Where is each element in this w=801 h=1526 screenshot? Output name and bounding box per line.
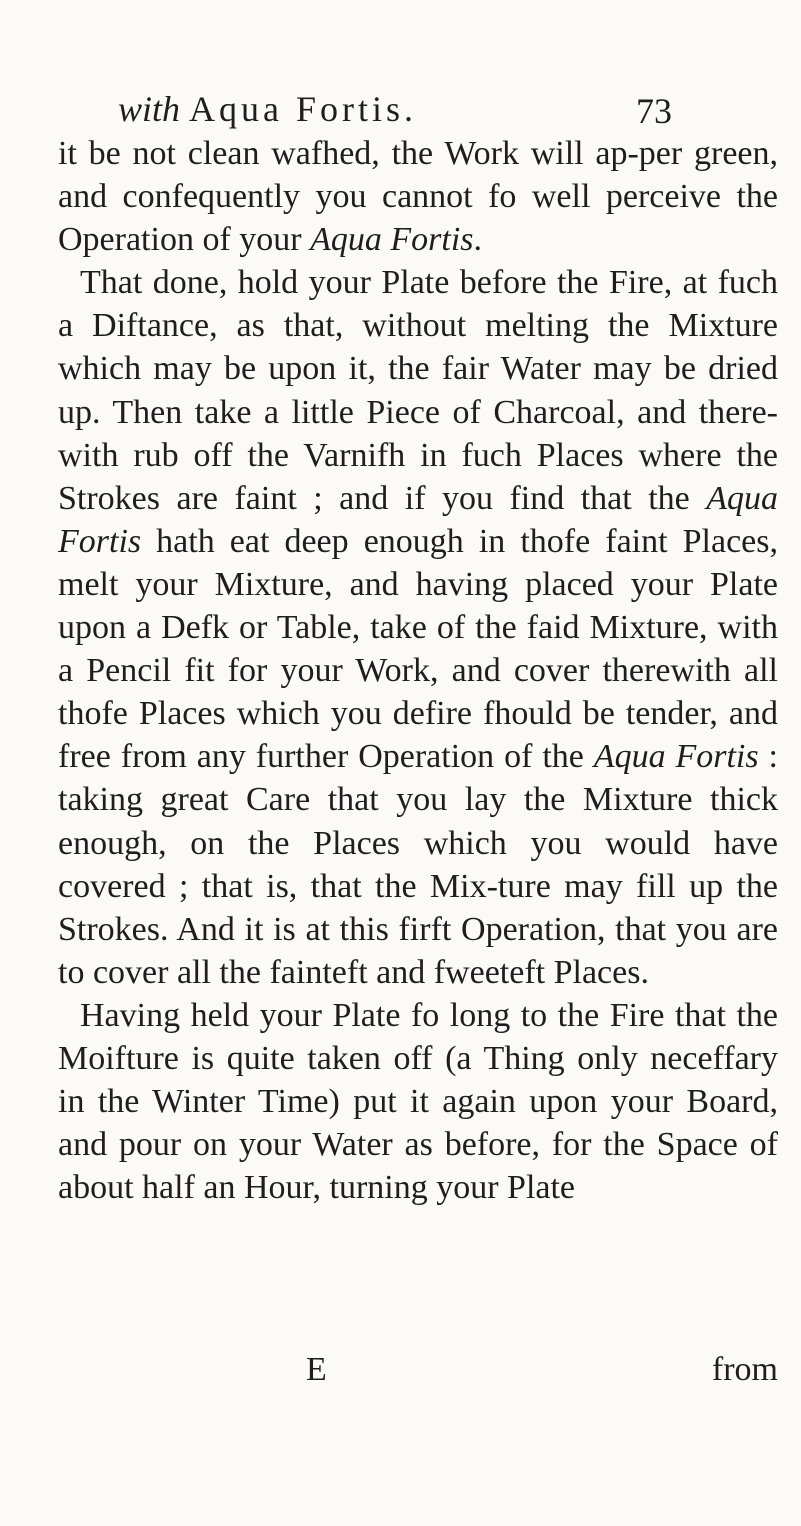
p1-text-2: . — [473, 221, 483, 259]
signature-mark: E — [306, 1351, 327, 1388]
page-number: 73 — [636, 91, 672, 131]
p2-italic-aqua-fortis-1: Aqua Fortis — [58, 479, 778, 560]
p3-text-1: Having held your Plate fo long to the Fire that the Moifture is quite taken off (a Thing only neceffary in the Winter Time) put it again upon your Board, and pour on your Water as before, for the Space of about half an Hour, turning your Plate — [58, 996, 778, 1207]
p2-text-1: That done, hold your Plate before the Fire, at fuch a Diftance, as that, without melting the Mixture which may be upon it, the fair Water may be dried up. Then take a little Piece of Charcoal, and there-with rub off the Varnifh in fuch Places where the Strokes are faint ; and if you find that the — [58, 264, 778, 517]
catchword: from — [711, 1351, 778, 1388]
p2-italic-aqua-fortis-2: Aqua Fortis — [593, 738, 759, 776]
p1-text-1: it be not clean wafhed, the Work will ap-per green, and confequently you cannot fo well perceive the Operation of your — [58, 135, 778, 259]
body-text — [58, 132, 778, 1209]
running-head — [118, 84, 417, 134]
p2-text-2: hath eat deep enough in thofe faint Places, melt your Mixture, and having placed your Plate upon a Defk or Table, take of the faid Mixture, with a Pencil fit for your Work, and cover therewith all thofe Places which you defire fhould be tender, and free from any further Operation of the — [58, 522, 778, 776]
running-head-title: Aqua Fortis. — [189, 89, 418, 129]
p2-text-3: : taking great Care that you lay the Mixture thick enough, on the Places which you would have covered ; that is, that the Mix-ture may fill up the Strokes. And it is at this firft Operation, that you are to cover all the fainteft and fweeteft Places. — [58, 738, 778, 991]
paragraph-3 — [58, 994, 778, 1209]
paragraph-1 — [58, 132, 778, 261]
page-header — [118, 84, 678, 134]
p1-italic-aqua-fortis: Aqua Fortis — [310, 221, 474, 259]
paragraph-2 — [58, 261, 778, 994]
running-head-with: with — [118, 89, 181, 129]
page-footer — [58, 1348, 778, 1392]
